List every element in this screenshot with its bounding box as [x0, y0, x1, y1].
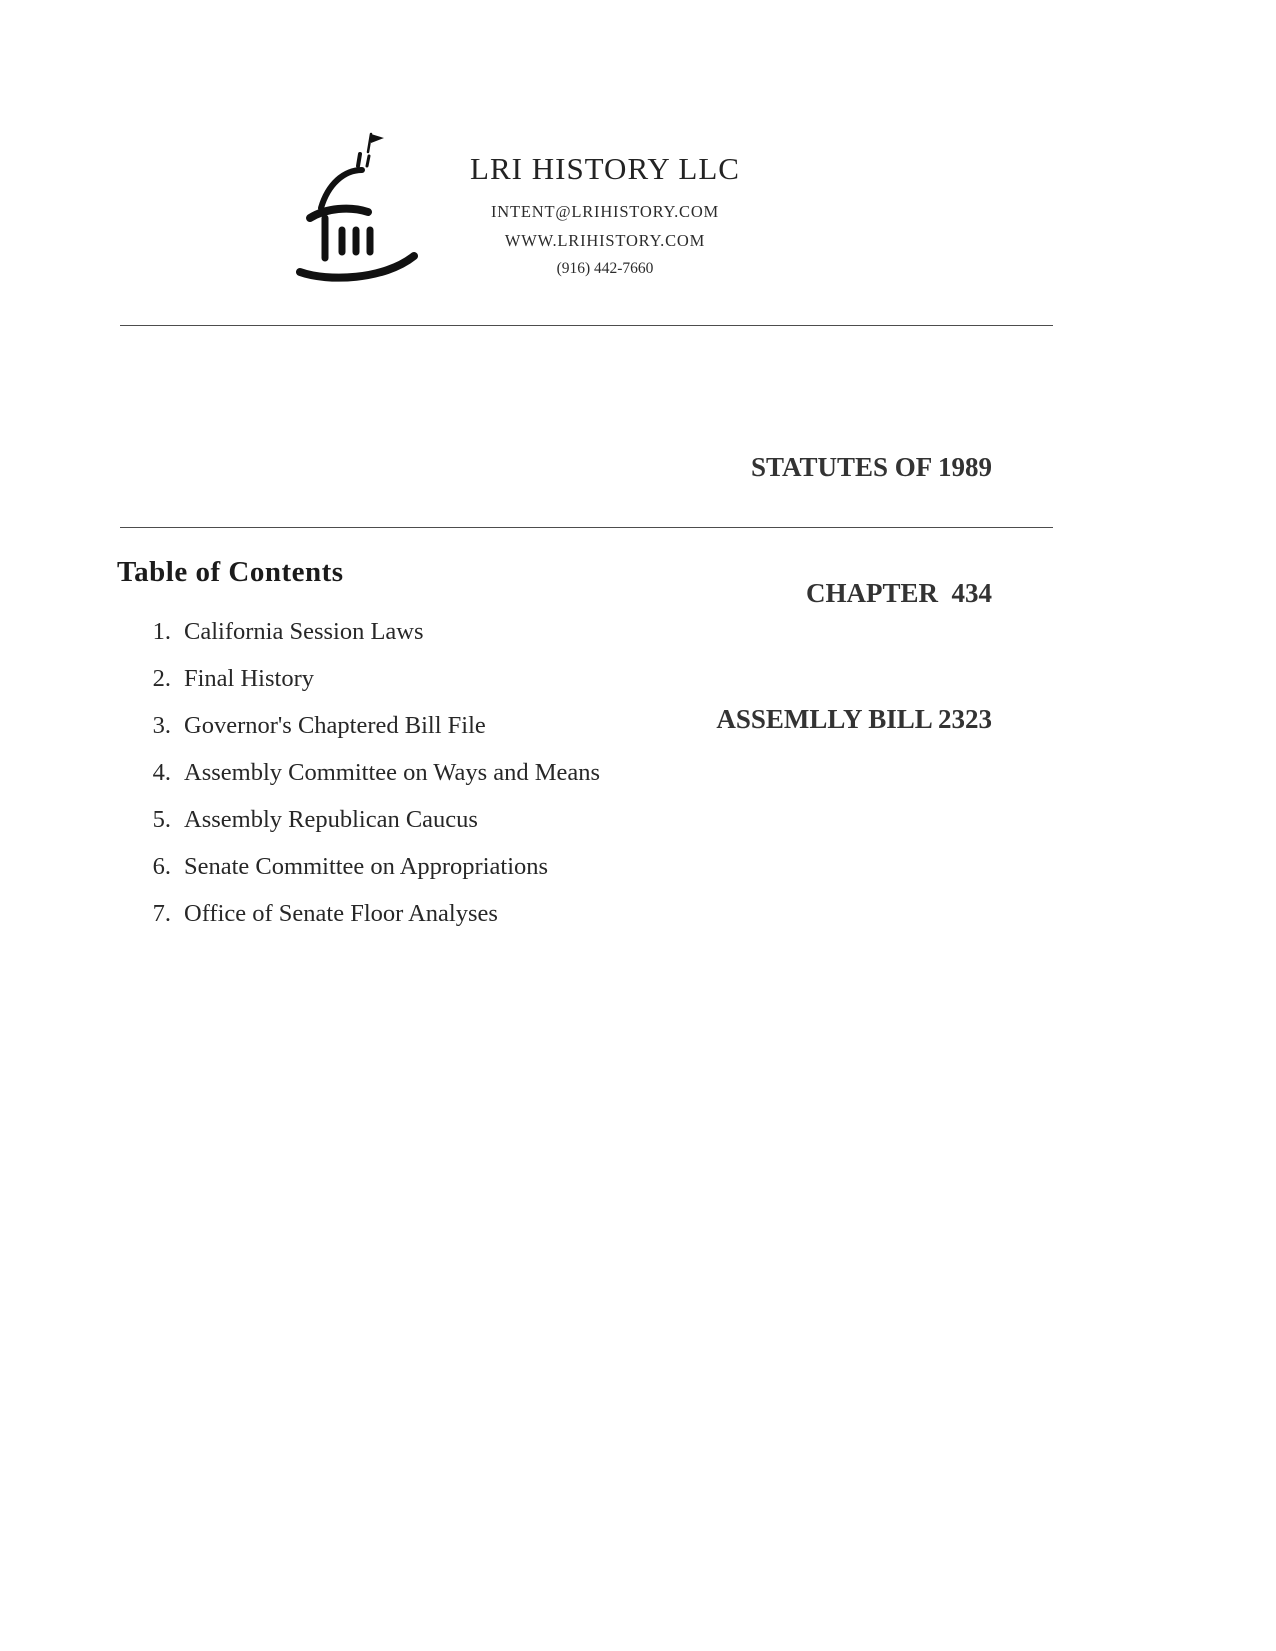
toc-list: [143, 618, 943, 947]
toc-item: [143, 618, 943, 665]
divider-top: [120, 325, 1053, 326]
divider-bottom: [120, 527, 1053, 528]
title-bill: ASSEMLLY BILL 2323: [716, 704, 992, 734]
toc-item-number: 5.: [152, 806, 171, 833]
company-email: INTENT@LRIHISTORY.COM: [490, 202, 720, 221]
toc-item-label: Office of Senate Floor Analyses: [184, 900, 498, 927]
toc-item: [143, 853, 943, 900]
title-statutes: STATUTES OF 1989: [750, 452, 992, 482]
company-header: [420, 150, 790, 278]
toc-item: [143, 712, 943, 759]
toc-item-label: Final History: [184, 665, 314, 692]
toc-item-number: 2.: [152, 665, 171, 692]
toc-item: [143, 900, 943, 947]
toc-item: [143, 759, 943, 806]
toc-item-label: Assembly Committee on Ways and Means: [184, 759, 601, 786]
toc-item-label: Assembly Republican Caucus: [184, 806, 478, 833]
toc-item-label: California Session Laws: [184, 618, 424, 645]
toc-item-number: 7.: [152, 900, 171, 927]
company-phone: (916) 442-7660: [556, 260, 654, 277]
toc-item-number: 6.: [152, 853, 171, 880]
toc-heading: Table of Contents: [117, 556, 344, 588]
toc-item-number: 1.: [152, 618, 171, 645]
toc-item-number: 3.: [152, 712, 171, 739]
toc-item-label: Senate Committee on Appropriations: [184, 853, 549, 880]
toc-item-number: 4.: [152, 759, 171, 786]
title-chapter: CHAPTER 434: [805, 578, 992, 608]
company-website: WWW.LRIHISTORY.COM: [504, 231, 706, 250]
toc-item-label: Governor's Chaptered Bill File: [184, 712, 486, 739]
company-name: LRI HISTORY LLC: [470, 151, 740, 186]
toc-item: [143, 665, 943, 712]
toc-item: [143, 806, 943, 853]
